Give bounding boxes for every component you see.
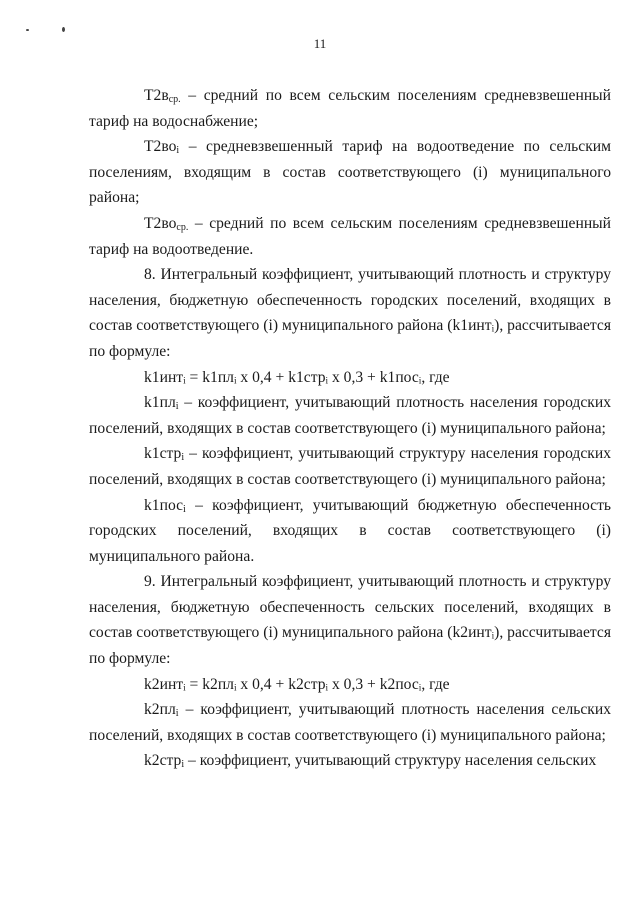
definition-t2v-avg	[89, 83, 611, 134]
term: Т2во	[144, 214, 177, 232]
term-subscript: i	[175, 401, 179, 413]
term-subscript: i	[176, 145, 180, 157]
term-subscript: i	[181, 452, 185, 464]
body-text	[89, 83, 611, 774]
term-subscript: ср.	[176, 221, 189, 233]
term: k1пос	[144, 496, 184, 514]
term: k2стр	[144, 752, 182, 770]
definition-k2pl	[89, 697, 611, 748]
definition-t2vo-i	[89, 134, 611, 211]
term: Т2во	[144, 138, 177, 156]
term: k2пл	[144, 701, 176, 719]
term: Т2в	[144, 87, 169, 104]
formula-k2int: k2интᵢ = k2плᵢ х 0,4 + k2стрᵢ х 0,3 + k2посᵢ, где	[144, 675, 450, 693]
term-subscript: i	[183, 503, 186, 515]
formula-k1int: k1интᵢ = k1плᵢ х 0,4 + k1стрᵢ х 0,3 + k1посᵢ, где	[144, 368, 450, 386]
term: k1пл	[144, 394, 176, 412]
definition-text: – коэффициент, учитывающий плотность населения сельских поселений, входящих в состав соответствующего (i) муниципального района;	[89, 701, 611, 744]
definition-text: – коэффициент, учитывающий плотность населения городских поселений, входящих в состав соответствующего (i) муниципального района;	[89, 394, 611, 437]
definition-text: – коэффициент, учитывающий структуру населения городских поселений, входящих в состав соответствующего (i) муниципального района;	[89, 445, 611, 488]
section-9-paragraph: 9. Интегральный коэффициент, учитывающий плотность и структуру населения, бюджетную обеспеченность сельских поселений, входящих в состав соответствующего (i) муниципального района (k2интᵢ), рассчитывается по формуле:	[89, 573, 611, 668]
section-8-paragraph: 8. Интегральный коэффициент, учитывающий плотность и структуру населения, бюджетную обеспеченность городских поселений, входящих в состав соответствующего (i) муниципального района (k1интᵢ), рассчитывается по формуле:	[89, 266, 611, 360]
page-number: 11	[313, 36, 327, 51]
term: k1стр	[144, 445, 182, 463]
definition-k2str	[89, 748, 611, 774]
definition-k1str	[89, 441, 611, 492]
term-subscript: i	[181, 759, 185, 771]
definition-text: – коэффициент, учитывающий бюджетную обеспеченность городских поселений, входящих в состав соответствующего (i) муниципального района.	[89, 496, 611, 565]
term-subscript: i	[175, 708, 179, 720]
definition-k1pl	[89, 390, 611, 441]
definition-t2vo-avg	[89, 211, 611, 262]
definition-k1pos	[89, 493, 611, 570]
term-subscript: ср.	[168, 94, 181, 105]
definition-text: – коэффициент, учитывающий структуру населения сельских	[184, 752, 597, 770]
scan-speck	[26, 29, 29, 31]
definition-text: – средний по всем сельским поселениям средневзвешенный тариф на водоснабжение;	[89, 87, 611, 130]
definition-text: – средневзвешенный тариф на водоотведение по сельским поселениям, входящим в состав соответствующего (i) муниципального района;	[89, 138, 611, 207]
definition-text: – средний по всем сельским поселениям средневзвешенный тариф на водоотведение.	[89, 214, 611, 258]
scan-speck	[62, 27, 65, 32]
